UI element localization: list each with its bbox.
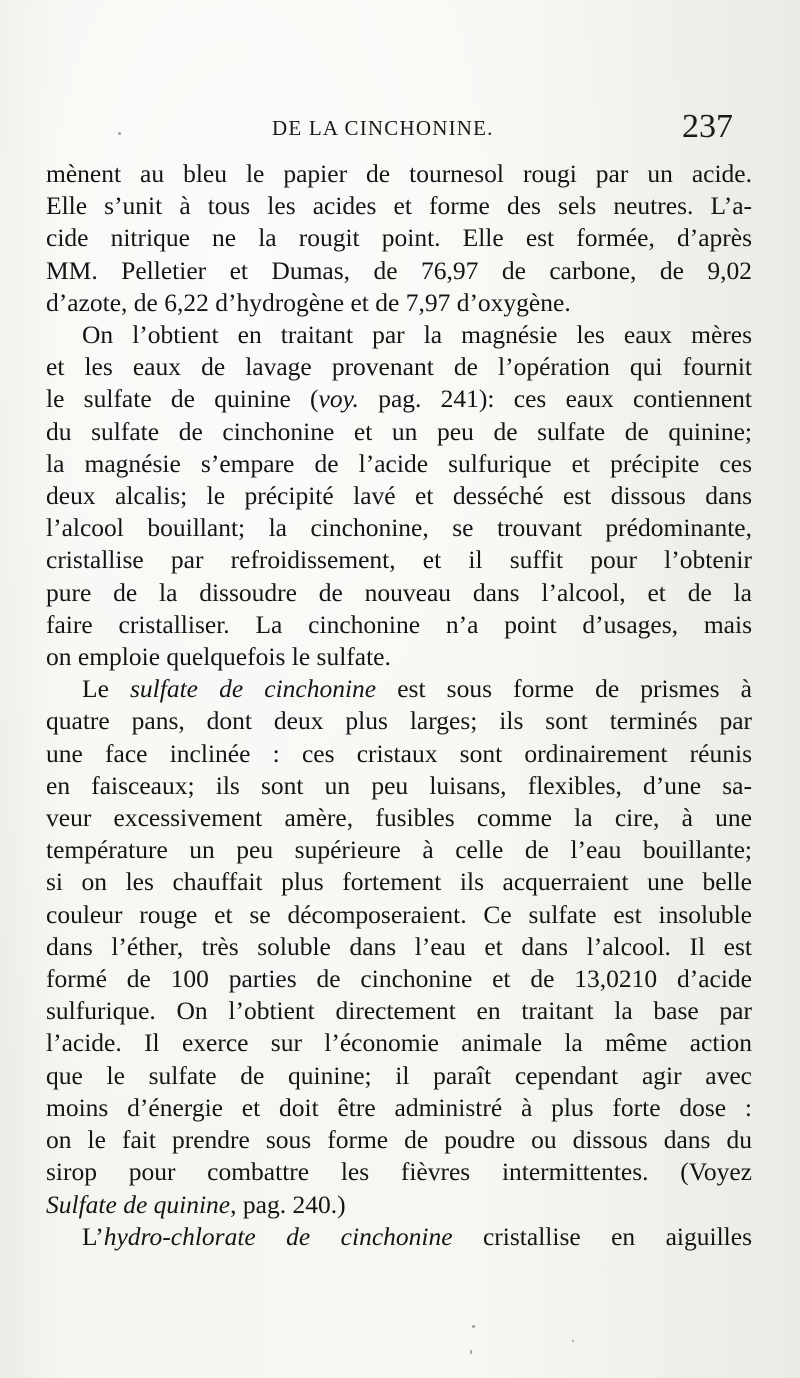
running-title: DE LA CINCHONINE. [272,116,494,140]
text-line: quatre pans, dont deux plus larges; ils sont terminés par [46,706,752,736]
text-line: formé de 100 parties de cinchonine et de 13,0210 d’acide [46,964,752,994]
body-text [46,158,752,1253]
text-span: est sous forme de prismes à [376,674,752,704]
text-line: sirop pour combattre les fièvres intermittentes. (Voyez [46,1157,752,1187]
text-line: cide nitrique ne la rougit point. Elle est formée, d’après [46,223,752,253]
paper-speck [472,1325,475,1328]
italic-text: sulfate de cinchonine [130,674,377,704]
paper-speck [118,132,121,135]
text-line: dans l’éther, très soluble dans l’eau et dans l’alcool. Il est [46,931,752,961]
text-line [46,1221,752,1253]
text-line: si on les chauffait plus fortement ils acquerraient une belle [46,867,752,897]
text-span: Le [82,674,130,704]
text-line: d’azote, de 6,22 d’hydrogène et de 7,97 d’oxygène. [46,287,571,317]
text-span: , pag. 240.) [230,1189,346,1219]
text-line: du sulfate de cinchonine et un peu de sulfate de quinine; [46,416,752,446]
text-line: la magnésie s’empare de l’acide sulfurique et précipite ces [46,448,752,478]
page-number: 237 [682,108,733,145]
paper-speck [572,1340,574,1342]
text-line: l’alcool bouillant; la cinchonine, se trouvant prédominante, [46,513,752,543]
text-line: sulfurique. On l’obtient directement en traitant la base par [46,996,752,1026]
paper-speck [470,1350,472,1354]
text-span: cristallise en aiguilles [452,1221,752,1251]
text-line: Elle s’unit à tous les acides et forme des sels neutres. L’a- [46,191,752,221]
text-line: pure de la dissoudre de nouveau dans l’alcool, et de la [46,577,752,607]
text-line: veur excessivement amère, fusibles comme la cire, à une [46,803,752,833]
text-line [46,1189,752,1221]
text-line: on emploie quelquefois le sulfate. [46,642,391,672]
text-line: une face inclinée : ces cristaux sont ordinairement réunis [46,738,752,768]
text-line: cristallise par refroidissement, et il suffit pour l’obtenir [46,545,752,575]
text-span: L’ [82,1221,104,1251]
text-line: mènent au bleu le papier de tournesol rougi par un acide. [46,159,752,188]
italic-text: hydro-chlorate de cinchonine [103,1221,453,1251]
italic-text: voy. [318,384,359,414]
text-line: en faisceaux; ils sont un peu luisans, flexibles, d’une sa- [46,770,752,800]
text-line: température un peu supérieure à celle de l’eau bouillante; [46,835,752,865]
italic-text: Sulfate de quinine [46,1189,231,1219]
text-line: On l’obtient en traitant par la magnésie les eaux mères [82,320,752,350]
text-line: MM. Pelletier et Dumas, de 76,97 de carbone, de 9,02 [46,255,752,285]
text-line: moins d’énergie et doit être administré à plus forte dose : [46,1092,752,1122]
text-line: et les eaux de lavage provenant de l’opération qui fournit [46,352,752,382]
text-line: deux alcalis; le précipité lavé et desséché est dissous dans [46,481,752,511]
text-span: pag. 241): ces eaux contiennent [358,384,752,414]
text-span: le sulfate de quinine ( [46,384,319,414]
text-line: couleur rouge et se décomposeraient. Ce sulfate est insoluble [46,899,752,929]
text-line: l’acide. Il exerce sur l’économie animale la même action [46,1028,752,1058]
text-line [46,383,752,415]
text-line: que le sulfate de quinine; il paraît cependant agir avec [46,1060,752,1090]
text-line: on le fait prendre sous forme de poudre ou dissous dans du [46,1125,752,1155]
text-line [46,673,752,705]
text-line: faire cristalliser. La cinchonine n’a point d’usages, mais [46,609,752,639]
